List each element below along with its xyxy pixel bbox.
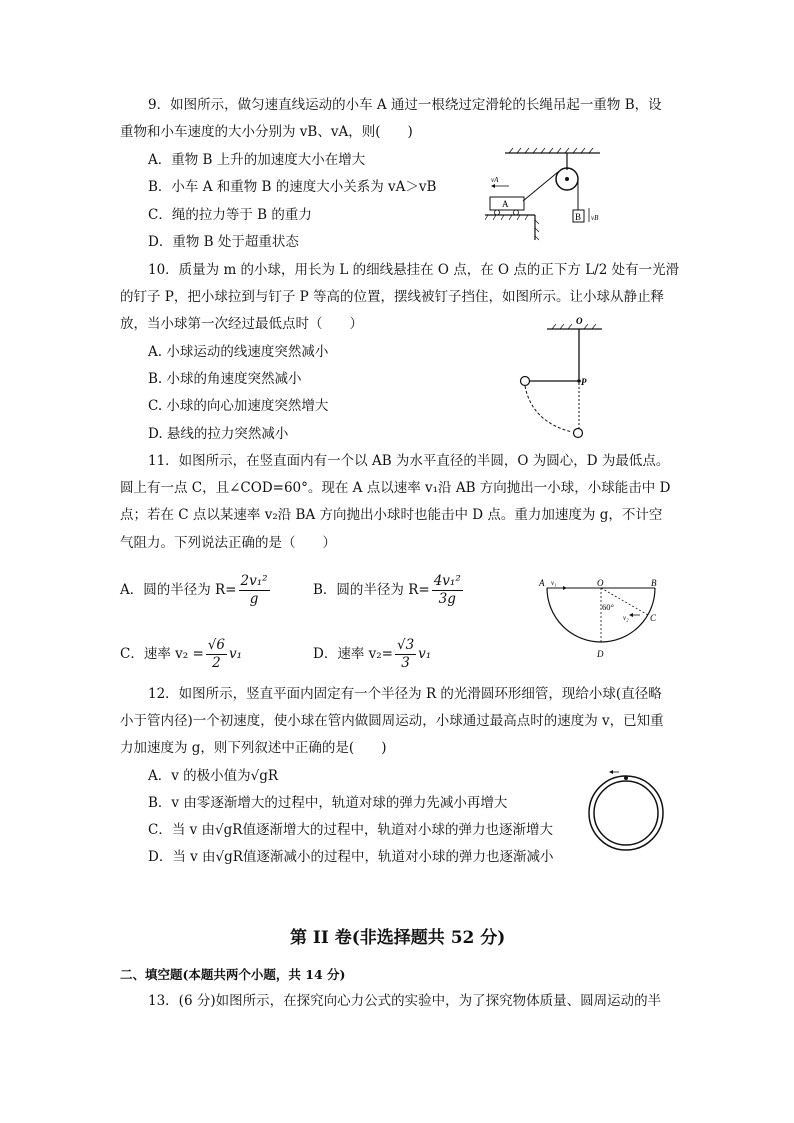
q12-option-a: A．v 的极小值为√gR: [148, 768, 279, 784]
q11-option-a-fraction: [239, 573, 270, 608]
q12-stem-line3: 力加速度为 g，则下列叙述中正确的是( ): [120, 740, 387, 756]
q11-option-c-denominator: 2: [212, 655, 221, 671]
q11-label-v1: v₁: [551, 579, 557, 587]
q10-pendulum-figure: [512, 312, 602, 447]
q9-option-d: D．重物 B 处于超重状态: [148, 234, 299, 250]
section-title: 第 II 卷(非选择题共 52 分): [290, 928, 506, 948]
q11-option-a-text: A．圆的半径为 R=: [120, 582, 237, 598]
q11-label-d: D: [597, 649, 604, 659]
q10-option-d: D. 悬线的拉力突然减小: [148, 426, 289, 442]
q11-stem-line1: 11．如图所示，在竖直面内有一个以 AB 为水平直径的半圆，O 为圆心，D 为最低点。: [148, 453, 670, 469]
q11-option-c-text: C．速率 v₂ =: [120, 646, 204, 662]
q11-stem-line2: 圆上有一点 C，且∠COD=60°。现在 A 点以速率 v₁沿 AB 方向抛出一小球，小球能击中 D: [120, 480, 671, 496]
q11-option-c-numerator: √6: [207, 637, 225, 653]
q10-stem-line2: 的钉子 P，把小球拉到与钉子 P 等高的位置，摆线被钉子挡住，如图所示。让小球从静止释: [120, 289, 665, 305]
q11-option-b-fraction: [432, 573, 463, 608]
q9-option-b: B．小车 A 和重物 B 的速度大小关系为 vA＞vB: [148, 179, 437, 195]
q11-option-b-text: B．圆的半径为 R=: [313, 582, 430, 598]
q12-option-d: D．当 v 由√gR值逐渐减小的过程中，轨道对小球的弹力也逐渐减小: [148, 849, 554, 865]
q11-stem-line3: 点；若在 C 点以某速率 v₂沿 BA 方向抛出小球时也能击中 D 点。重力加速度为 g，不计空: [120, 507, 663, 523]
q12-stem-line1: 12．如图所示，竖直平面内固定有一个半径为 R 的光滑圆环形细管，现给小球(直径略: [148, 686, 662, 702]
q9-option-a: A．重物 B 上升的加速度大小在增大: [148, 152, 366, 168]
q11-option-c-fraction: [206, 637, 227, 672]
q12-option-c: C．当 v 由√gR值逐渐增大的过程中，轨道对小球的弹力也逐渐增大: [148, 822, 553, 838]
q11-stem-line4: 气阻力。下列说法正确的是（ ）: [120, 535, 336, 551]
q9-car-label: A: [502, 199, 509, 209]
q11-option-b-numerator: 4v₁²: [433, 573, 461, 589]
q10-option-a: A. 小球运动的线速度突然减小: [148, 344, 329, 360]
q9-stem-line1: 9．如图所示，做匀速直线运动的小车 A 通过一根绕过定滑轮的长绳吊起一重物 B，设: [148, 97, 662, 113]
q9-stem-line2: 重物和小车速度的大小分别为 vB、vA，则( ): [120, 124, 413, 140]
q11-angle-label: 60°: [602, 602, 614, 612]
q10-label-p: P: [581, 377, 587, 387]
q9-option-c: C．绳的拉力等于 B 的重力: [148, 207, 312, 223]
q12-option-b: B．v 由零逐渐增大的过程中，轨道对球的弹力先减小再增大: [148, 795, 508, 811]
q12-ring-tube-figure: [586, 768, 666, 856]
q11-option-c: [120, 636, 242, 672]
section-subtitle: 二、填空题(本题共两个小题，共 14 分): [120, 967, 346, 982]
q11-label-a: A: [539, 578, 545, 588]
q10-stem-line3: 放，当小球第一次经过最低点时（ ）: [120, 316, 363, 332]
q11-option-b: [313, 572, 465, 608]
q11-option-d-numerator: √3: [396, 637, 415, 653]
q11-label-o: O: [597, 578, 604, 588]
q11-option-b-denominator: 3g: [438, 591, 456, 607]
q11-label-v2: v₂: [623, 614, 629, 622]
q11-option-a: [120, 572, 272, 608]
q11-option-d-suffix: v₁: [418, 646, 432, 662]
q11-option-d: [313, 636, 431, 672]
q11-semicircle-figure: [535, 573, 665, 663]
q11-label-b: B: [651, 578, 657, 588]
q10-option-c: C. 小球的向心加速度突然增大: [148, 398, 329, 414]
q10-stem-line1: 10．质量为 m 的小球，用长为 L 的细线悬挂在 O 点，在 O 点的正下方 L/2 处有一光滑: [148, 262, 680, 278]
q9-weight-label: B: [575, 212, 582, 222]
q11-option-a-denominator: g: [249, 591, 259, 607]
q12-stem-line2: 小于管内径)一个初速度，使小球在管内做圆周运动，小球通过最高点时的速度为 v，已知重: [120, 713, 664, 729]
q11-option-c-suffix: v₁: [228, 646, 243, 662]
q10-label-o: O: [576, 316, 583, 326]
q9-pulley-figure: [485, 145, 605, 245]
q9-va-label: vA: [491, 176, 499, 184]
q9-vb-label: vB: [591, 214, 599, 222]
q11-option-d-text: D．速率 v₂=: [313, 646, 393, 662]
q13-stem-line1: 13．(6 分)如图所示，在探究向心力公式的实验中，为了探究物体质量、圆周运动的半: [148, 993, 662, 1009]
q11-label-c: C: [650, 613, 657, 623]
q10-option-b: B. 小球的角速度突然减小: [148, 371, 302, 387]
q11-option-d-denominator: 3: [401, 655, 410, 671]
q11-option-d-fraction: [395, 637, 416, 672]
q11-option-a-numerator: 2v₁²: [240, 573, 268, 589]
